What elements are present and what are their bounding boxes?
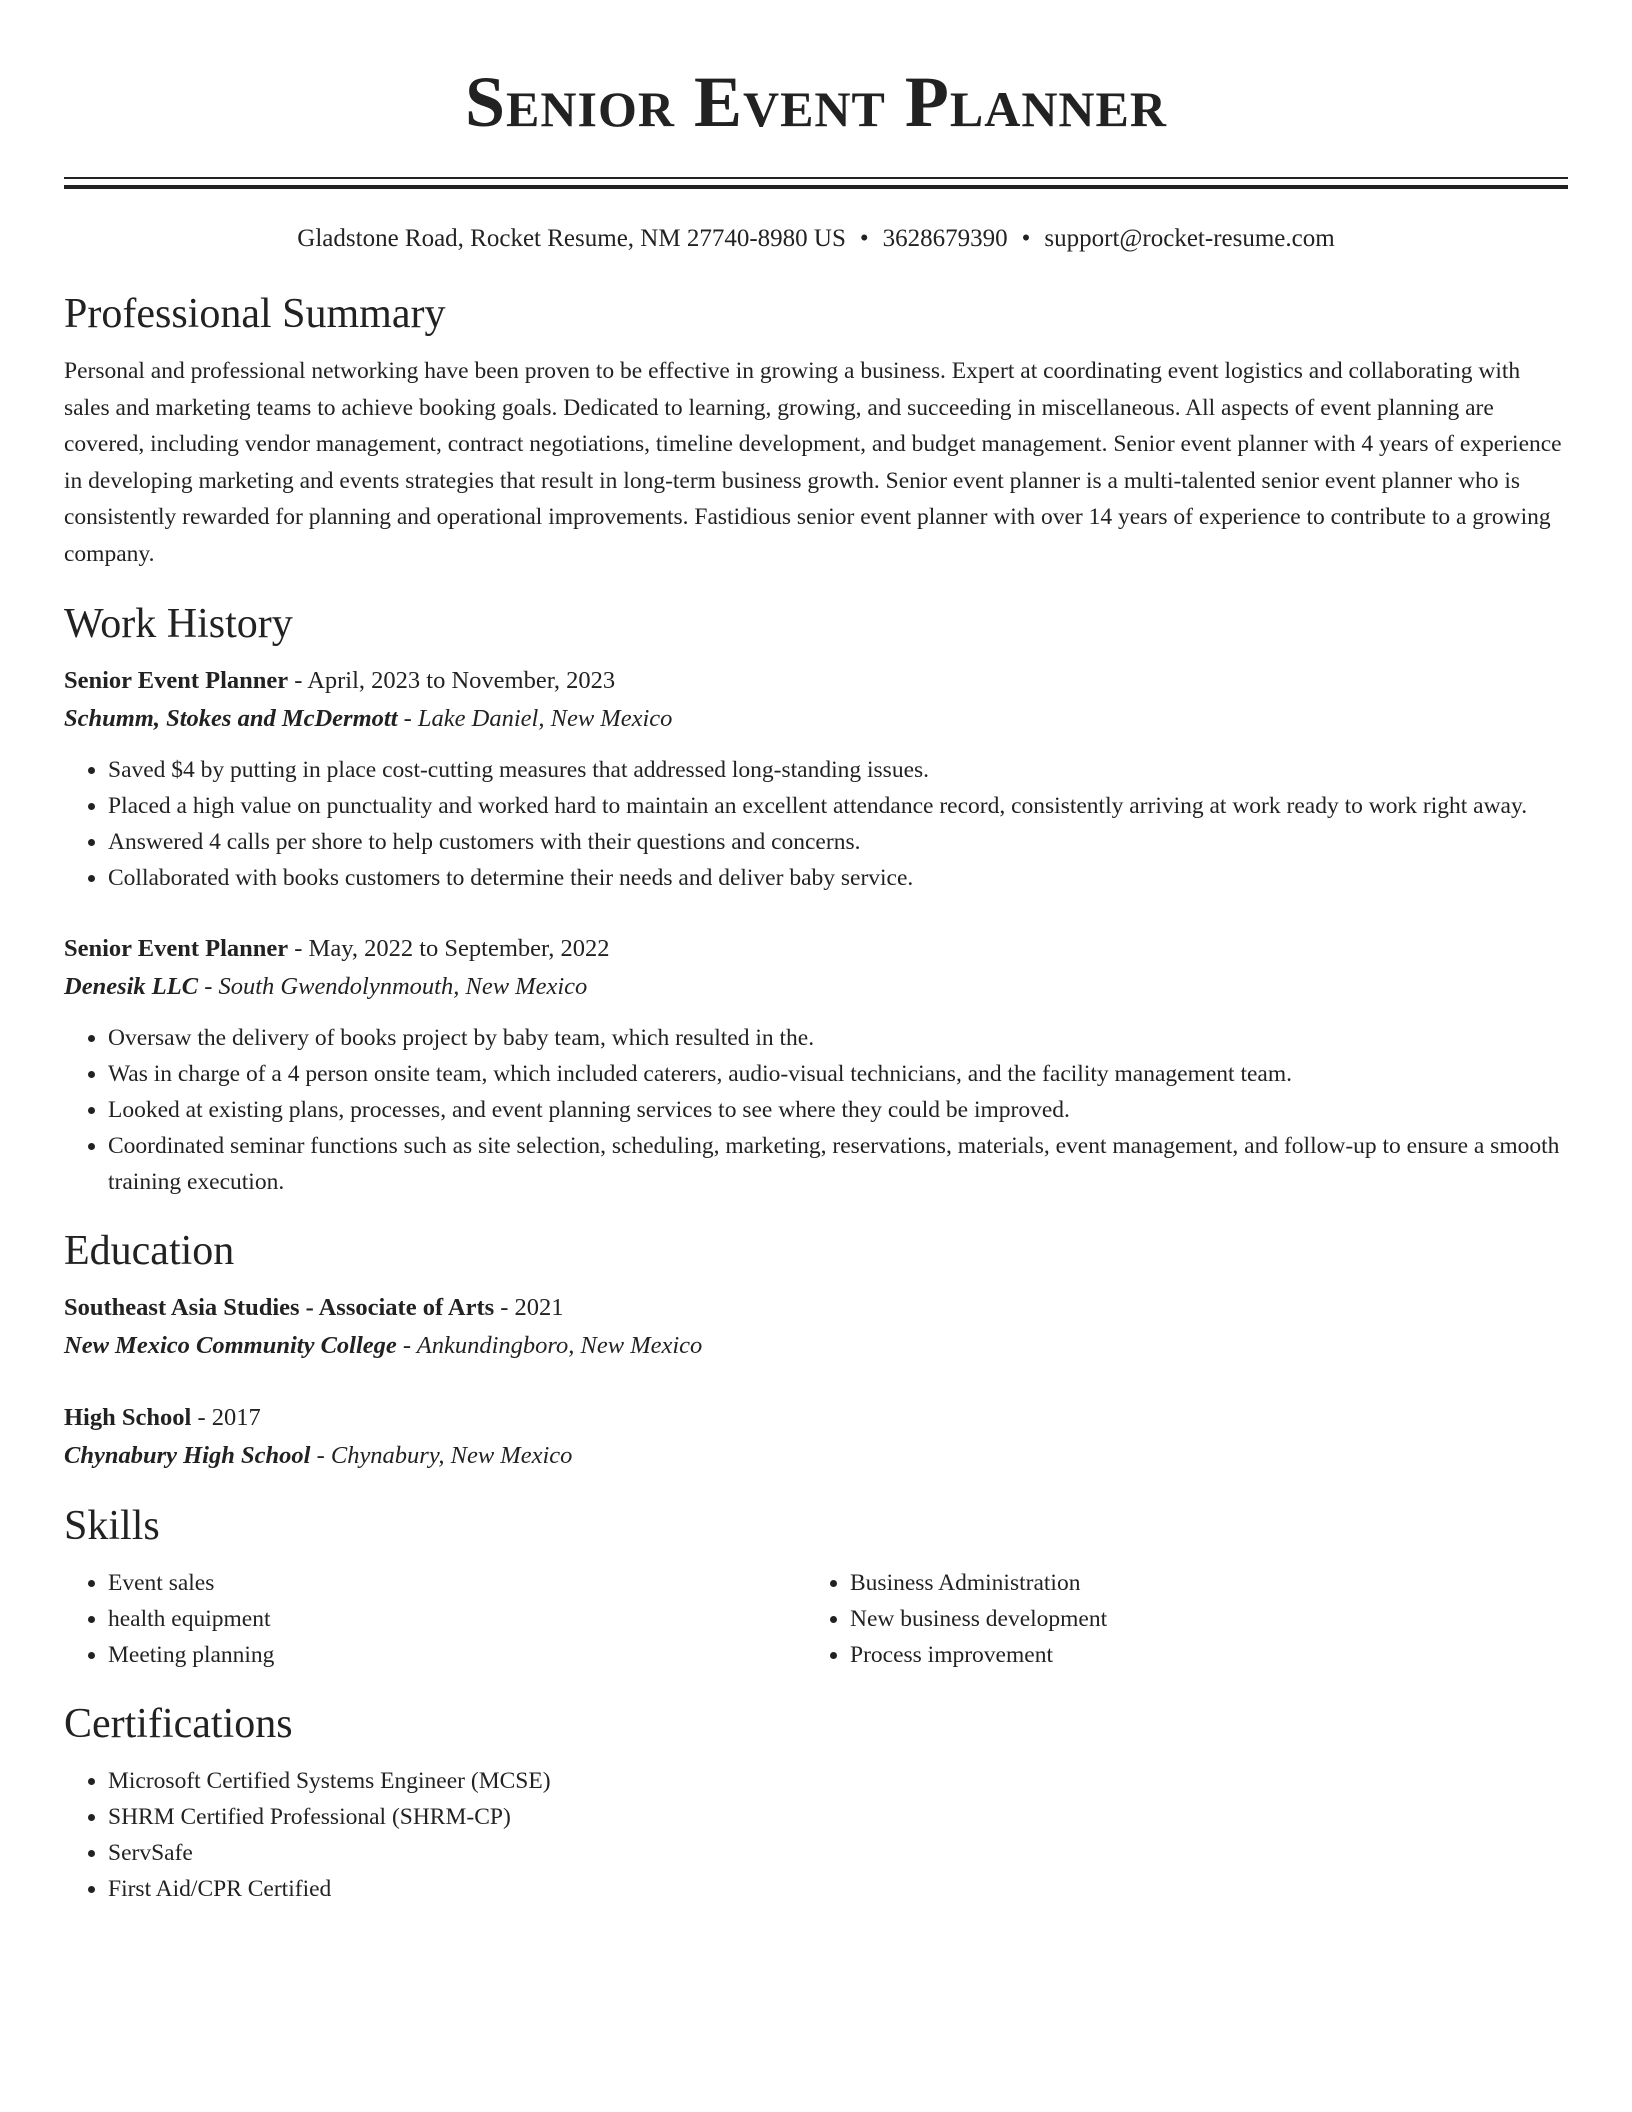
skill-item: • New business development [850, 1601, 1548, 1637]
skill-item: • Business Administration [850, 1565, 1548, 1601]
education-entry [64, 1289, 1568, 1365]
education-year: - 2021 [494, 1294, 564, 1321]
list-item: • Coordinated seminar functions such as site selection, scheduling, marketing, reservations, materials, event management, and follow-up to ensure a smooth training execution. [108, 1128, 1568, 1200]
job-title-line [64, 662, 1568, 700]
job-title: Senior Event Planner [64, 935, 289, 962]
contact-line [64, 222, 1568, 256]
contact-phone: 3628679390 [882, 225, 1008, 252]
contact-address: Gladstone Road, Rocket Resume, NM 27740-8980 US [297, 225, 846, 252]
certification-item: • First Aid/CPR Certified [108, 1871, 1568, 1907]
title-divider [64, 177, 1568, 189]
divider-thick-line [64, 185, 1568, 189]
job-company-line [64, 700, 1568, 738]
job-company-line [64, 968, 1568, 1006]
certification-item: • SHRM Certified Professional (SHRM-CP) [108, 1799, 1568, 1835]
education-location: - Chynabury, New Mexico [310, 1442, 573, 1469]
skill-item: • Event sales [108, 1565, 806, 1601]
skill-item: • health equipment [108, 1601, 806, 1637]
certifications-list [64, 1763, 1568, 1907]
job-entry [64, 662, 1568, 896]
contact-separator: • [1021, 225, 1031, 252]
section-heading-skills: Skills [64, 1503, 160, 1549]
job-dates: - April, 2023 to November, 2023 [288, 667, 616, 694]
job-dates: - May, 2022 to September, 2022 [288, 935, 610, 962]
job-location: - Lake Daniel, New Mexico [397, 705, 673, 732]
education-entry [64, 1399, 1568, 1475]
skills-grid [64, 1565, 1568, 1673]
list-item: • Saved $4 by putting in place cost-cutting measures that addressed long-standing issues. [108, 752, 1568, 788]
contact-email: support@rocket-resume.com [1044, 225, 1335, 252]
job-bullets [64, 1020, 1568, 1200]
list-item: • Collaborated with books customers to determine their needs and deliver baby service. [108, 860, 1568, 896]
education-school: New Mexico Community College [64, 1332, 397, 1359]
skill-item: • Process improvement [850, 1637, 1548, 1673]
section-heading-education: Education [64, 1228, 235, 1274]
list-item: • Oversaw the delivery of books project by baby team, which resulted in the. [108, 1020, 1568, 1056]
job-company: Denesik LLC [64, 973, 199, 1000]
list-item: • Answered 4 calls per shore to help customers with their questions and concerns. [108, 824, 1568, 860]
job-company: Schumm, Stokes and McDermott [64, 705, 398, 732]
education-degree-line [64, 1399, 1568, 1437]
education-school-line [64, 1327, 1568, 1365]
list-item: • Looked at existing plans, processes, and event planning services to see where they could be improved. [108, 1092, 1568, 1128]
section-heading-work-history: Work History [64, 601, 293, 647]
skills-column-right [806, 1565, 1548, 1673]
education-school-line [64, 1437, 1568, 1475]
education-year: - 2017 [191, 1404, 261, 1431]
list-item: • Was in charge of a 4 person onsite team, which included caterers, audio-visual technicians, and the facility management team. [108, 1056, 1568, 1092]
skills-column-left [64, 1565, 806, 1673]
contact-separator: • [859, 225, 869, 252]
section-heading-certifications: Certifications [64, 1701, 293, 1747]
job-title: Senior Event Planner [64, 667, 289, 694]
resume-title: Senior Event Planner [464, 62, 1167, 142]
job-entry [64, 930, 1568, 1200]
list-item: • Placed a high value on punctuality and worked hard to maintain an excellent attendance record, consistently arriving at work ready to work right away. [108, 788, 1568, 824]
job-location: - South Gwendolynmouth, New Mexico [198, 973, 588, 1000]
skill-item: • Meeting planning [108, 1637, 806, 1673]
certification-item: • Microsoft Certified Systems Engineer (MCSE) [108, 1763, 1568, 1799]
education-location: - Ankundingboro, New Mexico [396, 1332, 703, 1359]
certification-item: • ServSafe [108, 1835, 1568, 1871]
education-school: Chynabury High School [64, 1442, 311, 1469]
summary-text: Personal and professional networking have been proven to be effective in growing a business. Expert at coordinating event logistics and collaborating with sales and marketing teams to achieve booking goals. Dedicated to learning, growing, and succeeding in miscellaneous. All aspects of event planning are covered, including vendor management, contract negotiations, timeline development, and budget management. Senior event planner with 4 years of experience in developing marketing and events strategies that result in long-term business growth. Senior event planner is a multi-talented senior event planner who is consistently rewarded for planning and operational improvements. Fastidious senior event planner with over 14 years of experience to contribute to a growing company. [64, 358, 1562, 567]
job-title-line [64, 930, 1568, 968]
section-heading-summary: Professional Summary [64, 291, 446, 337]
education-degree: High School [64, 1404, 192, 1431]
education-degree-line [64, 1289, 1568, 1327]
education-degree: Southeast Asia Studies - Associate of Arts [64, 1294, 495, 1321]
job-bullets [64, 752, 1568, 896]
